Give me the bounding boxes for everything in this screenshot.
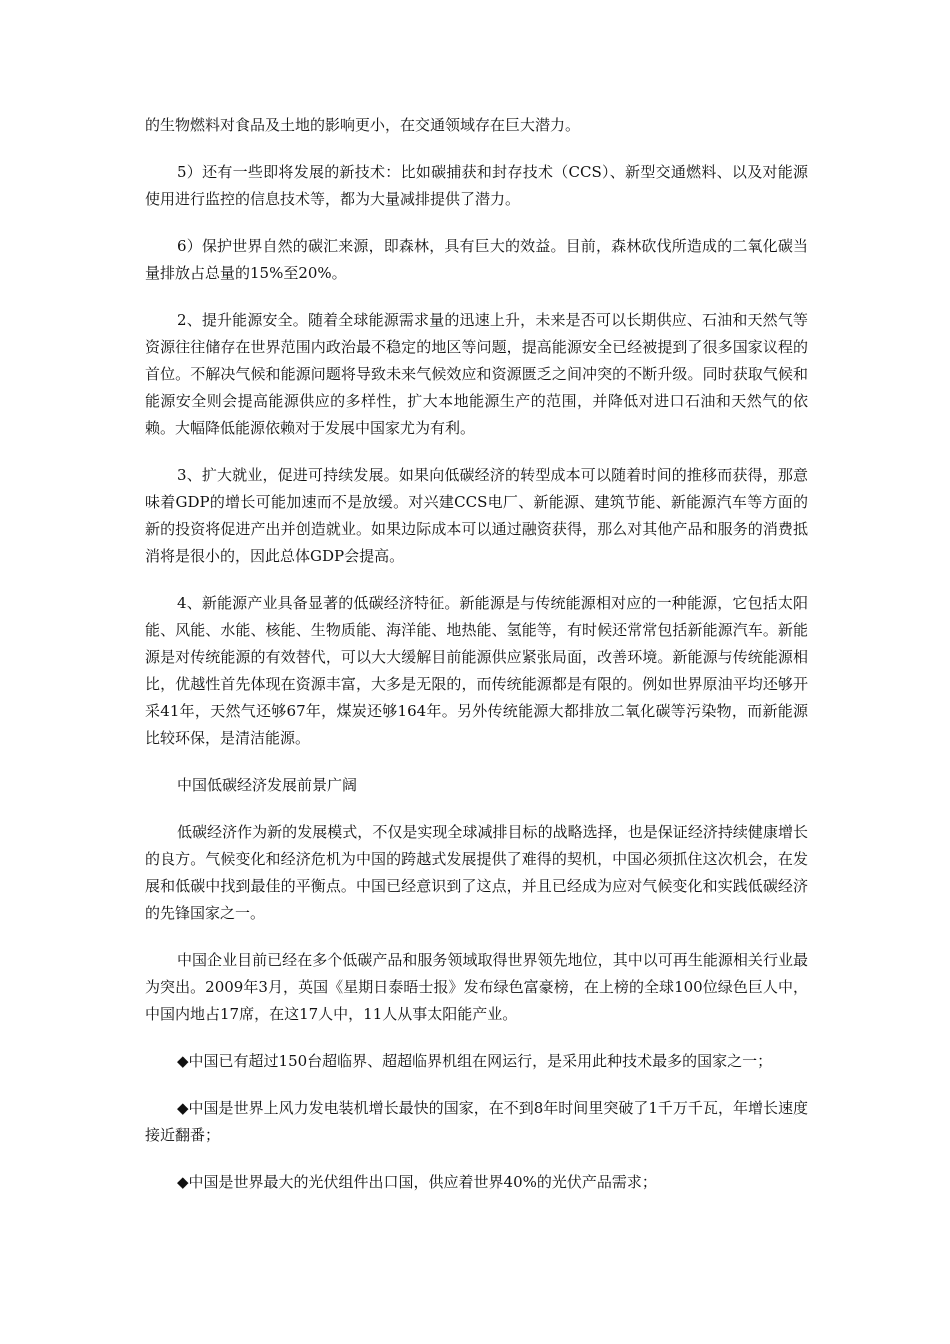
paragraph-forest-carbon-sink: 6）保护世界自然的碳汇来源，即森林，具有巨大的效益。目前，森林砍伐所造成的二氧化碳当量排放占总量的15%至20%。 xyxy=(145,237,808,282)
paragraph-employment: 3、扩大就业，促进可持续发展。如果向低碳经济的转型成本可以随着时间的推移而获得，那意味着GDP的增长可能加速而不是放缓。对兴建CCS电厂、新能源、建筑节能、新能源汽车等方面的新的投资将促进产出并创造就业。如果边际成本可以通过融资获得，那么对其他产品和服务的消费抵消将是很小的，因此总体GDP会提高。 xyxy=(145,466,808,565)
paragraph-new-energy-industry: 4、新能源产业具备显著的低碳经济特征。新能源是与传统能源相对应的一种能源，它包括太阳能、风能、水能、核能、生物质能、海洋能、地热能、氢能等，有时候还常常包括新能源汽车。新能源是对传统能源的有效替代，可以大大缓解目前能源供应紧张局面，改善环境。新能源与传统能源相比，优越性首先体现在资源丰富，大多是无限的，而传统能源都是有限的。例如世界原油平均还够开采41年，天然气还够67年，煤炭还够164年。另外传统能源大都排放二氧化碳等污染物，而新能源比较环保，是清洁能源。 xyxy=(145,594,808,747)
bullet-supercritical-units: ◆中国已有超过150台超临界、超超临界机组在网运行，是采用此种技术最多的国家之一； xyxy=(177,1052,773,1070)
paragraph-low-carbon-model: 低碳经济作为新的发展模式，不仅是实现全球减排目标的战略选择，也是保证经济持续健康增长的良方。气候变化和经济危机为中国的跨越式发展提供了难得的契机，中国必须抓住这次机会，在发展和低碳中找到最佳的平衡点。中国已经意识到了这点，并且已经成为应对气候变化和实践低碳经济的先锋国家之一。 xyxy=(145,823,808,922)
bullet-wind-power: ◆中国是世界上风力发电装机增长最快的国家，在不到8年时间里突破了1千万千瓦，年增长速度接近翻番； xyxy=(145,1099,808,1144)
paragraph-new-technologies: 5）还有一些即将发展的新技术：比如碳捕获和封存技术（CCS）、新型交通燃料、以及对能源使用进行监控的信息技术等，都为大量减排提供了潜力。 xyxy=(145,163,808,208)
paragraph-energy-security: 2、提升能源安全。随着全球能源需求量的迅速上升，未来是否可以长期供应、石油和天然气等资源往往储存在世界范围内政治最不稳定的地区等问题，提高能源安全已经被提到了很多国家议程的首位。不解决气候和能源问题将导致未来气候效应和资源匮乏之间冲突的不断升级。同时获取气候和能源安全则会提高能源供应的多样性，扩大本地能源生产的范围，并降低对进口石油和天然气的依赖。大幅降低能源依赖对于发展中国家尤为有利。 xyxy=(145,311,808,437)
paragraph-chinese-enterprises: 中国企业目前已经在多个低碳产品和服务领域取得世界领先地位，其中以可再生能源相关行业最为突出。2009年3月，英国《星期日泰晤士报》发布绿色富豪榜，在上榜的全球100位绿色巨人中，中国内地占17席，在这17人中，11人从事太阳能产业。 xyxy=(145,951,808,1023)
paragraph-biofuel-continuation: 的生物燃料对食品及土地的影响更小，在交通领域存在巨大潜力。 xyxy=(145,116,581,134)
bullet-photovoltaic: ◆中国是世界最大的光伏组件出口国，供应着世界40%的光伏产品需求； xyxy=(177,1173,657,1191)
section-heading: 中国低碳经济发展前景广阔 xyxy=(177,776,358,794)
document-page xyxy=(145,112,808,1216)
